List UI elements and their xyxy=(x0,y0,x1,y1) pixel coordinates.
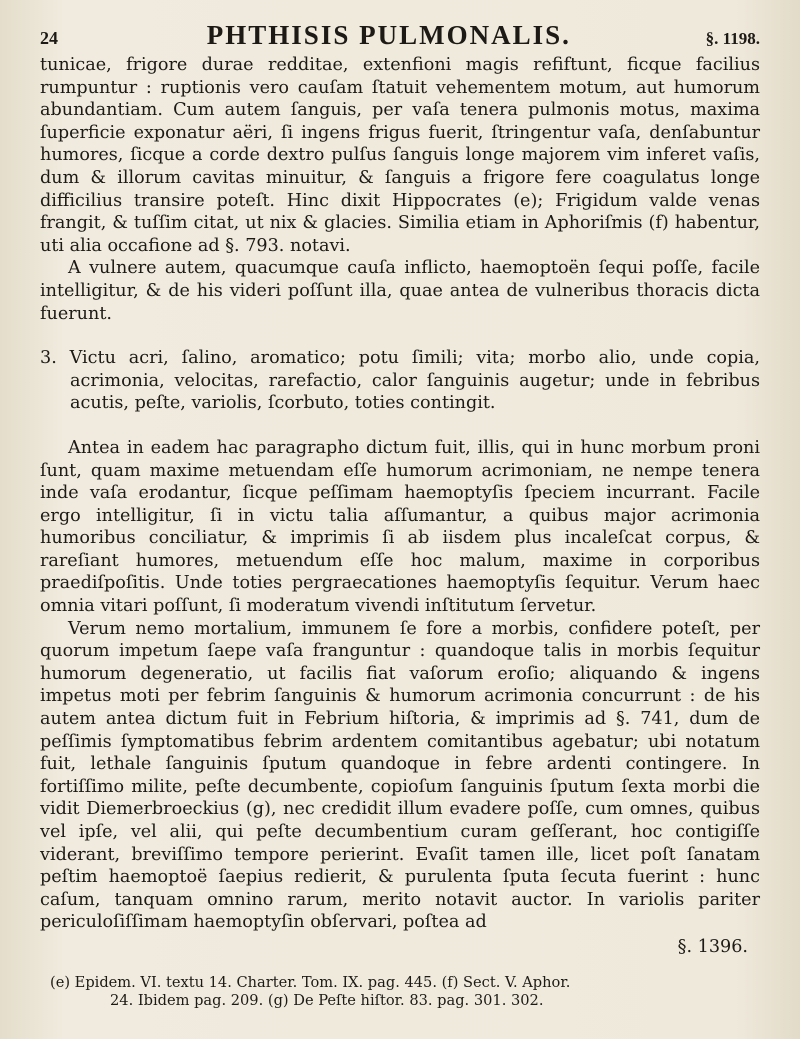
paragraph: Verum nemo mortalium, immunem ſe fore a morbis, confidere poteſt, per quorum impetum ſaepe vaſa franguntur : quandoque talis in morbis ſequitur humorum degeneratio, ut facilis fiat vaſorum eroſio; aliquando & ingens impetus moti per febrim ſanguinis & humorum acrimonia concurrunt : de his autem antea dictum fuit in Febrium hiſtoria, & imprimis ad §. 741, dum de peſſimis ſymptomatibus febrim ardentem comitantibus agebatur; ubi notatum fuit, lethale ſanguinis ſputum quandoque in febre ardenti contingere. In fortiſſimo milite, peſte decumbente, copioſum ſanguinis ſputum ſexta morbi die vidit Diemerbroeckius (g), nec credidit illum evadere poſſe, cum omnes, quibus vel ipſe, vel alii, qui peſte decumbentium curam geſſerant, hoc contigiſſe viderant, breviſſimo tempore perierint. Evaſit tamen ille, licet poſt ſanatam peſtim haemoptoë ſaepius redierit, & purulenta ſputa ſecuta fuerint : hunc caſum, tanquam omnino rarum, merito notavit auctor. In variolis pariter periculoſiſſimam haemoptyſin obſervari, poſtea ad xyxy=(40,618,760,933)
section-cross-reference: §. 1396. xyxy=(677,936,748,957)
section-reference: §. 1198. xyxy=(705,29,760,48)
main-text xyxy=(40,54,760,959)
page-number: 24 xyxy=(40,28,58,48)
paragraph: tunicae, frigore durae redditae, extenfioni magis refiftunt, ficque facilius rumpuntur : ruptionis vero cauſam ſtatuit vehementem motum, aut humorum abundantiam. Cum autem ſanguis, per vaſa tenera pulmonis motus, maxima ſuperficie exponatur aëri, ſi ingens frigus fuerit, ſtringentur vaſa, denſabuntur humores, ſicque a corde dextro pulſus ſanguis longe majorem vim inferet vaſis, dum & illorum cavitas minuitur, & ſanguis a frigore fere coagulatus longe difficilius transire poteſt. Hinc dixit Hippocrates (e); Frigidum valde venas frangit, & tuſſim citat, ut nix & glacies. Similia etiam in Aphoriſmis (f) habentur, uti alia occafione ad §. 793. notavi. xyxy=(40,55,760,256)
footnotes xyxy=(40,974,760,1010)
footnote-line: (e) Epidem. VI. textu 14. Charter. Tom. IX. pag. 445. (f) Sect. V. Aphor. xyxy=(50,973,571,991)
paragraph: Antea in eadem hac paragrapho dictum fuit, illis, qui in hunc morbum proni ſunt, quam maxime metuendam eſſe humorum acrimoniam, ne nempe tenera inde vaſa erodantur, ſicque peſſimam haemoptyſis ſpeciem incurrant. Facile ergo intelligitur, ſi in victu talia aſſumantur, a quibus major acrimonia humoribus conciliatur, & imprimis ſi ab iisdem plus incaleſcat corpus, & rareſiant humores, metuendum eſſe hoc malum, maxime in corporibus praediſpoſitis. Unde toties pergraecationes haemoptyſis ſequitur. Verum haec omnia vitari poſſunt, ſi moderatum vivendi inſtitutum ſervetur. xyxy=(40,437,760,617)
paragraph: A vulnere autem, quacumque cauſa inflicto, haemoptoën ſequi poſſe, facile intelligitur, & de his videri poſſunt illa, quae antea de vulneribus thoracis dicta fuerunt. xyxy=(40,258,760,324)
running-title: PHTHISIS PULMONALIS. xyxy=(206,20,571,50)
page-header xyxy=(40,20,760,54)
numbered-aphorism: 3. Victu acri, ſalino, aromatico; potu ſimili; vita; morbo alio, unde copia, acrimonia, velocitas, rarefactio, calor ſanguinis augetur; unde in febribus acutis, peſte, variolis, ſcorbuto, toties contingit. xyxy=(40,348,760,414)
footnote-divider xyxy=(40,969,760,970)
footnote-line: 24. Ibidem pag. 209. (g) De Peſte hiſtor. 83. pag. 301. 302. xyxy=(110,991,544,1009)
